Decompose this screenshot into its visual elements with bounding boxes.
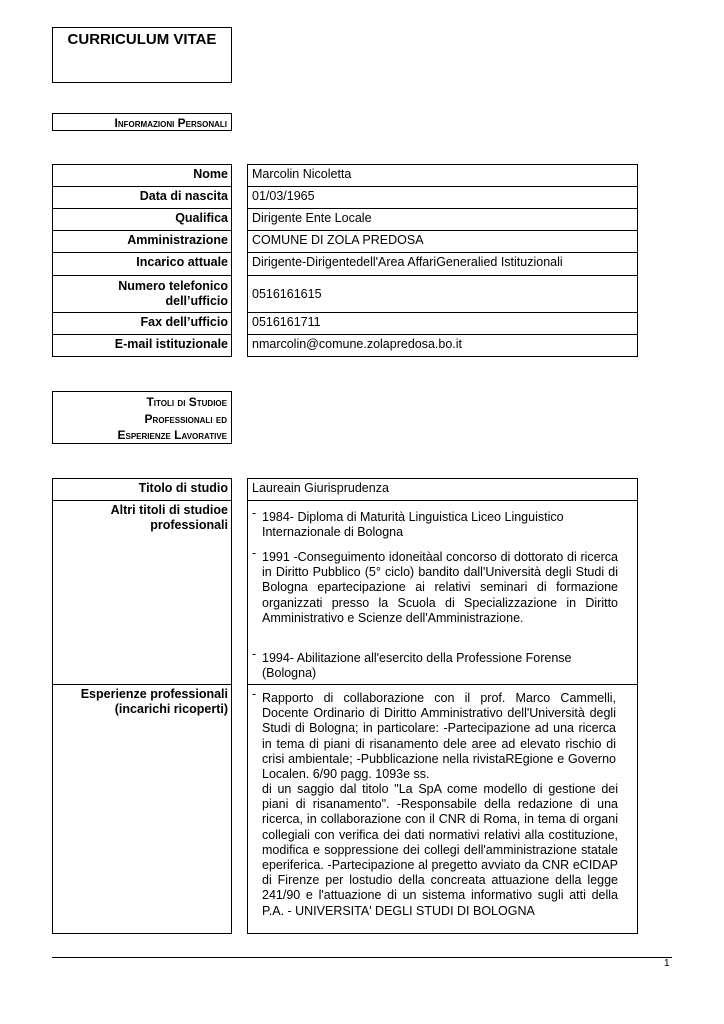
value-fax: 0516161711 xyxy=(247,312,638,335)
altri-item-2: 1991 -Conseguimento idoneitàal concorso di dottorato di ricerca in Diritto Pubblico (5° ciclo) bandito dall'Università degli Studi di Bologna epartecipazione ai relativi seminari di formazione organizzati presso la Scuola di Specializzazione in Diritto Amministrativo e Scienze dell'Amministrazione. xyxy=(262,550,618,625)
value-telefono xyxy=(247,275,638,313)
label-amministrazione: Amministrazione xyxy=(52,230,232,253)
label-data-nascita: Data di nascita xyxy=(52,186,232,209)
label-qualifica: Qualifica xyxy=(52,208,232,231)
value-amministrazione: COMUNE DI ZOLA PREDOSA xyxy=(247,230,638,253)
page-number: 1 xyxy=(664,958,670,969)
section-heading-studies-line1: Titoli di Studioe xyxy=(146,395,227,409)
esperienze-text: Rapporto di collaborazione con il prof. Marco Cammelli, Docente Ordinario di Diritto Amministrativo dell'Università degli Studi di Bologna; in particolare: -Partecipazione ad una ricerca in tema di piani di risanamento dele aree ad elevato rischio di crisi ambientale; -Pubblicazione nella rivistaREgione e Governo Localen. 6/90 pagg. 1093e ss. xyxy=(262,691,616,782)
bullet-4: - xyxy=(252,687,257,701)
value-qualifica: Dirigente Ente Locale xyxy=(247,208,638,231)
value-data-nascita: 01/03/1965 xyxy=(247,186,638,209)
label-altri-titoli: Altri titoli di studioe professionali xyxy=(52,500,232,685)
cv-title: CURRICULUM VITAE xyxy=(52,27,232,83)
label-incarico: Incarico attuale xyxy=(52,252,232,276)
altri-item-1: 1984- Diploma di Maturità Linguistica Liceo Linguistico Internazionale di Bologna xyxy=(262,510,564,540)
esperienze-text-2: di un saggio dal titolo "La SpA come modello di gestione dei piani di risanamento". -Responsabile della redazione di una ricerca, in collaborazione con il CNR di Roma, in tema di organi collegiali con verifica dei dati normativi relativi alla costituzione, modifica e soppressione dei collegi dell'amministrazione statale eperiferica. -Partecipazione al pregetto avviato da CNR eCIDAP di Firenze per lostudio della concreata attuazione della legge 241/90 e l'attuazione di un sistema informativo sugli atti della P.A. - UNIVERSITA' DEGLI STUDI DI BOLOGNA xyxy=(262,782,618,918)
section-heading-studies xyxy=(52,391,232,444)
value-titolo-studio: Laureain Giurisprudenza xyxy=(247,478,638,501)
bullet-1: - xyxy=(252,506,257,520)
section-heading-studies-line2: Professionali ed xyxy=(144,411,227,426)
altri-item-3: 1994- Abilitazione all'esercito della Professione Forense (Bologna) xyxy=(262,651,572,681)
value-email: nmarcolin@comune.zolapredosa.bo.it xyxy=(247,334,638,357)
bullet-2: - xyxy=(252,546,257,560)
label-nome: Nome xyxy=(52,164,232,187)
bullet-3: - xyxy=(252,647,257,661)
label-titolo-studio: Titolo di studio xyxy=(52,478,232,501)
section-heading-personal xyxy=(52,113,232,131)
value-telefono-text: 0516161615 xyxy=(252,286,322,301)
label-esperienze: Esperienze professionali (incarichi ricoperti) xyxy=(52,684,232,934)
section-heading-personal-label: Informazioni Personali xyxy=(114,116,227,130)
label-telefono: Numero telefonico dell’ufficio xyxy=(52,275,232,313)
value-nome: Marcolin Nicoletta xyxy=(247,164,638,187)
section-heading-studies-line3: Esperienze Lavorative xyxy=(117,428,227,442)
label-email: E-mail istituzionale xyxy=(52,334,232,357)
label-fax: Fax dell’ufficio xyxy=(52,312,232,335)
value-incarico: Dirigente-Dirigentedell'Area AffariGeneralied Istituzionali xyxy=(247,252,638,276)
footer-rule xyxy=(52,957,672,958)
